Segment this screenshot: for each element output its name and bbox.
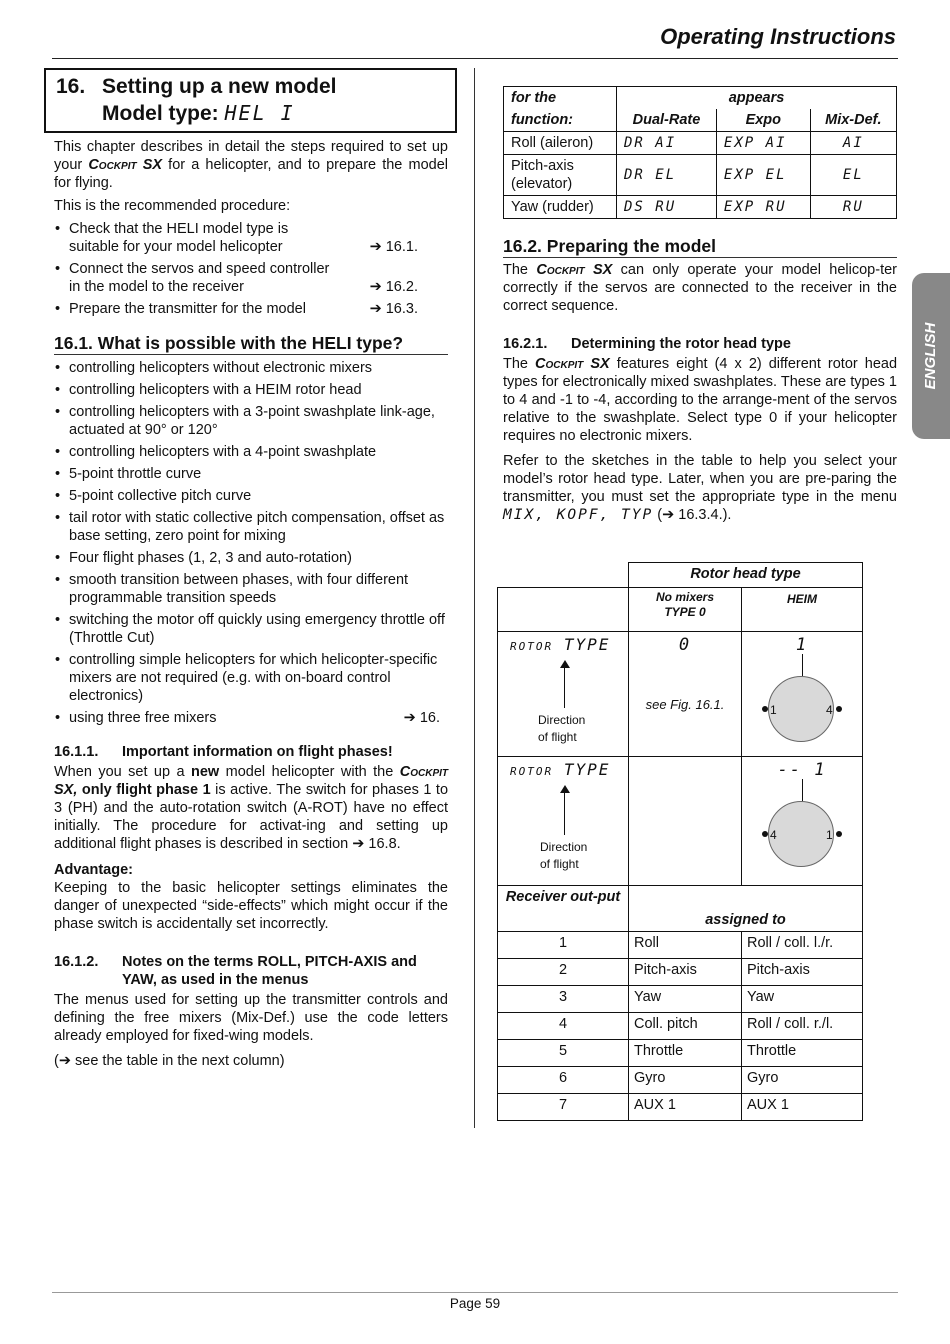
- mix-def-code: EL: [810, 155, 896, 196]
- section-ref-link[interactable]: ➔ 16.3.: [369, 301, 418, 317]
- section-ref-link[interactable]: ➔ 16.1.: [369, 239, 418, 255]
- function-codes-table: [503, 86, 897, 219]
- section-title: Setting up a new model: [102, 75, 337, 98]
- function-name: Roll (aileron): [504, 132, 617, 155]
- list-item: • 5-point collective pitch curve: [54, 487, 448, 505]
- flight-direction-arrow-icon: [560, 785, 570, 793]
- function-name: Yaw (rudder): [504, 196, 617, 219]
- table-header-dual-rate: Dual-Rate: [617, 109, 717, 132]
- table-row: 2 Pitch-axis Pitch-axis: [498, 959, 863, 986]
- model-type-lcd: HEL I: [224, 101, 295, 125]
- servo-point-label: 1: [826, 828, 833, 842]
- flight-direction-arrow-icon: [560, 660, 570, 668]
- menu-terms-paragraph: The menus used for setting up the transmitter controls and defining the free mixers (Mix-Def.) use the code letters already employed for fixed-wing models.: [54, 992, 448, 1044]
- swashplate-circle: [768, 801, 834, 867]
- preparing-paragraph: The Cockpit SX can only operate your model helicop-ter correctly if the servos are connected to the receiver in the correct sequence.: [503, 262, 897, 314]
- procedure-step: • Connect the servos and speed controller in the model to the receiver ➔ 16.2.: [54, 260, 448, 296]
- procedure-step: • Prepare the transmitter for the model ➔ 16.3.: [54, 300, 448, 318]
- list-item: • controlling simple helicopters for which helicopter-specific mixers are not required (e.g. with on-board control electronics): [54, 651, 448, 705]
- assigned-to-header: assigned to: [629, 886, 863, 932]
- heading-16-1-1: 16.1.1. Important information on flight phases!: [54, 744, 393, 760]
- list-item: • switching the motor off quickly using emergency throttle off (Throttle Cut): [54, 611, 448, 647]
- table-header-function: function:: [504, 109, 617, 132]
- type-0-cell: [629, 632, 742, 757]
- receiver-output-header: Receiver out-put: [498, 886, 629, 932]
- table-row: 5 Throttle Throttle: [498, 1040, 863, 1067]
- section-ref-link[interactable]: ➔ 16.2.: [369, 279, 418, 295]
- lcd-rotor-type: ROTOR TYPE: [510, 760, 611, 779]
- expo-code: EXP RU: [716, 196, 810, 219]
- table-row: 4 Coll. pitch Roll / coll. r./l.: [498, 1013, 863, 1040]
- mix-def-code: RU: [810, 196, 896, 219]
- table-row: [504, 155, 897, 196]
- heading-16-2: 16.2. Preparing the model: [503, 237, 897, 258]
- list-item: • controlling helicopters with a HEIM rotor head: [54, 381, 448, 399]
- advantage-text: Keeping to the basic helicopter settings eliminates the danger of unexpected “side-effects” which might occur if the phase switch is accidentally set incorrectly.: [54, 880, 448, 932]
- next-column-note: (➔ see the table in the next column): [54, 1053, 285, 1069]
- sketches-paragraph: Refer to the sketches in the table to help you select your model’s rotor head type. Later, when you are pre-paring the transmitter, you must set the appropriate type in the menu MIX, KOPF, TYP (➔ 16.3.4.).: [503, 453, 897, 523]
- dual-rate-code: DR EL: [617, 155, 717, 196]
- swashplate-circle: [768, 676, 834, 742]
- heading-16-1-2: 16.1.2. Notes on the terms ROLL, PITCH-AXIS and YAW, as used in the menus: [54, 954, 417, 988]
- rotor-type-positive-cell: [498, 632, 629, 757]
- list-item: • smooth transition between phases, with four different programmable transition speeds: [54, 571, 448, 607]
- brand-name: Cockpit SX: [88, 157, 163, 173]
- table-header-mix-def: Mix-Def.: [810, 109, 896, 132]
- table-row: 3 Yaw Yaw: [498, 986, 863, 1013]
- type-0-value: 0: [678, 635, 692, 655]
- servo-point-label: 4: [826, 703, 833, 717]
- menu-path-lcd: MIX, KOPF, TYP: [503, 507, 654, 523]
- direction-label: Direction of flight: [538, 713, 586, 744]
- swashplate-servo-link: [802, 779, 803, 801]
- list-item: • controlling helicopters without electronic mixers: [54, 359, 448, 377]
- table-row: 1 Roll Roll / coll. l./r.: [498, 932, 863, 959]
- swashplate-servo-link: [802, 654, 803, 676]
- flight-phases-paragraph: When you set up a new model helicopter with the Cockpit SX, only flight phase 1 is active. The switch for phases 1 to 3 (PH) and the auto-rotation switch (A-ROT) have no effect initially. The procedure for activat-ing and setting up additional flight phases is described in section ➔ 16.8.: [54, 764, 449, 852]
- list-item: • controlling helicopters with a 3-point swashplate link-age, actuated at 90° or 120°: [54, 403, 448, 439]
- header-rule: [52, 58, 898, 59]
- type-minus-1-value: -- 1: [777, 760, 827, 780]
- language-tab: [912, 273, 950, 439]
- heli-features-list: [54, 359, 448, 727]
- col-no-mixers: No mixers TYPE 0: [629, 588, 742, 632]
- list-item: • tail rotor with static collective pitch compensation, offset as base setting, zero point for mixing: [54, 509, 448, 545]
- advantage-label: Advantage:: [54, 862, 133, 878]
- expo-code: EXP EL: [716, 155, 810, 196]
- table-header-expo: Expo: [716, 109, 810, 132]
- list-item: • using three free mixers ➔ 16.: [54, 709, 448, 727]
- servo-point-icon: [762, 706, 768, 712]
- section-ref-link[interactable]: ➔ 16.: [403, 710, 440, 726]
- col-heim: HEIM: [742, 588, 863, 632]
- servo-point-label: 1: [770, 703, 777, 717]
- table-row: 6 Gyro Gyro: [498, 1067, 863, 1094]
- rotor-head-paragraph: The Cockpit SX features eight (4 x 2) different rotor head types for electronically mixed swashplates. These are types 1 to 4 and -1 to -4, according to the arrange-ment of the servos relative to the swashplate. Select type 0 if your helicopter requires no electronic mixers.: [503, 356, 898, 444]
- intro-paragraph: This chapter describes in detail the steps required to set up your Cockpit SX for a helicopter, and to prepare the model for flying.: [54, 139, 448, 191]
- rotor-type-negative-cell: [498, 757, 629, 886]
- heim-type-1-cell: [742, 632, 863, 757]
- rotor-head-table: [497, 562, 863, 1121]
- footer-rule: [52, 1292, 898, 1293]
- expo-code: EXP AI: [716, 132, 810, 155]
- list-item: • Four flight phases (1, 2, 3 and auto-rotation): [54, 549, 448, 567]
- language-tab-label: ENGLISH: [922, 322, 939, 390]
- table-header-for: for the: [504, 87, 617, 110]
- heading-16-2-1: 16.2.1. Determining the rotor head type: [503, 336, 791, 352]
- type-1-value: 1: [795, 635, 809, 655]
- table-row: 7 AUX 1 AUX 1: [498, 1094, 863, 1121]
- dual-rate-code: DS RU: [617, 196, 717, 219]
- table-row: [504, 132, 897, 155]
- mix-def-code: AI: [810, 132, 896, 155]
- procedure-step: • Check that the HELI model type is suitable for your model helicopter ➔ 16.1.: [54, 220, 448, 256]
- section-title-box: [44, 68, 457, 133]
- servo-point-icon: [836, 831, 842, 837]
- list-item: • controlling helicopters with a 4-point swashplate: [54, 443, 448, 461]
- rotor-head-title: Rotor head type: [629, 563, 863, 588]
- flight-direction-arrow-line: [564, 666, 565, 708]
- dual-rate-code: DR AI: [617, 132, 717, 155]
- list-item: • 5-point throttle curve: [54, 465, 448, 483]
- procedure-list: [54, 220, 448, 318]
- header-title: Operating Instructions: [660, 24, 896, 49]
- function-name: Pitch-axis (elevator): [504, 155, 617, 196]
- servo-point-icon: [836, 706, 842, 712]
- heading-16-1: 16.1. What is possible with the HELI type?: [54, 334, 448, 355]
- left-column: [54, 68, 448, 1070]
- column-divider: [474, 68, 475, 1128]
- right-column: [503, 86, 897, 524]
- heim-type-minus-1-cell: [742, 757, 863, 886]
- flight-direction-arrow-line: [564, 791, 565, 835]
- servo-point-icon: [762, 831, 768, 837]
- table-header-appears: appears: [617, 87, 897, 110]
- lcd-rotor-type: ROTOR TYPE: [510, 635, 611, 654]
- intro-procedure: This is the recommended procedure:: [54, 198, 291, 214]
- model-type-label: Model type: HEL I: [102, 101, 295, 125]
- section-number: 16.: [56, 75, 86, 98]
- direction-label: Direction of flight: [540, 840, 588, 871]
- table-row: [504, 196, 897, 219]
- servo-point-label: 4: [770, 828, 777, 842]
- page-number: Page 59: [449, 1296, 501, 1311]
- type-0-note: see Fig. 16.1.: [645, 697, 725, 712]
